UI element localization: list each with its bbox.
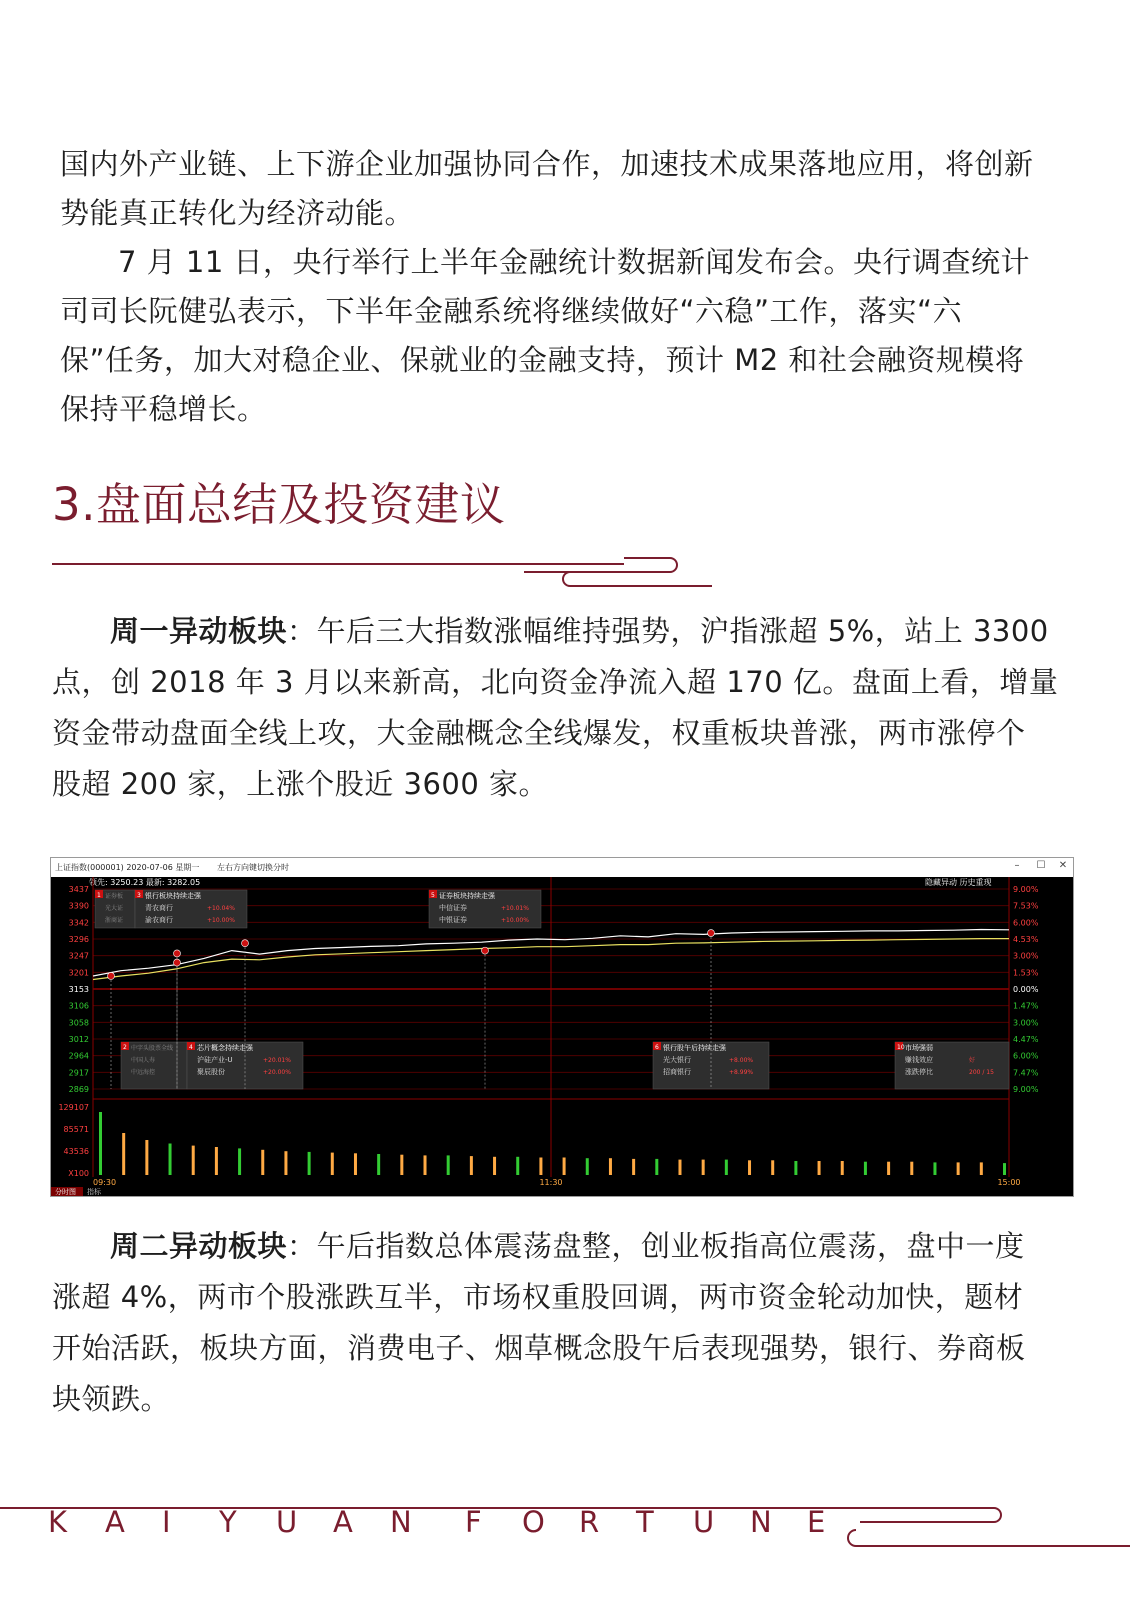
y-tick-label: 3106 xyxy=(68,1001,89,1011)
popup-row-value: 好 xyxy=(969,1057,976,1064)
brand-letter: N xyxy=(390,1505,412,1539)
monday-line-1 xyxy=(52,606,1062,657)
popup-row-value: +20.00% xyxy=(263,1069,291,1076)
y-right-tick-label: 7.53% xyxy=(1013,901,1039,911)
popup-row-value: +8.00% xyxy=(729,1057,754,1064)
intraday-chart-window xyxy=(50,857,1074,1197)
popup-line: 光大证 xyxy=(105,905,124,912)
y-tick-label: 2917 xyxy=(68,1068,89,1078)
y-tick-label: 3296 xyxy=(68,935,89,944)
volume-bar xyxy=(910,1162,913,1175)
y-tick-label: 3058 xyxy=(68,1018,89,1028)
popup-row-value: +10.01% xyxy=(501,905,529,912)
maximize-button[interactable]: ☐ xyxy=(1036,860,1046,871)
volume-bar xyxy=(1003,1163,1006,1175)
popup-row-value: +10.00% xyxy=(501,917,529,924)
popup-badge-number: 2 xyxy=(123,1044,127,1051)
volume-bar xyxy=(933,1162,936,1175)
volume-bar xyxy=(122,1133,125,1175)
popup-badge-number: 4 xyxy=(189,1044,193,1051)
y-tick-label: 2964 xyxy=(68,1051,89,1061)
popup-row-name: 光大银行 xyxy=(663,1056,691,1064)
y-right-tick-label: 9.00% xyxy=(1013,1085,1039,1094)
volume-bar xyxy=(841,1161,844,1175)
popup-row-value: +10.00% xyxy=(207,917,235,924)
chart-window-hint: 左右方向键切换分时 xyxy=(217,863,289,872)
popup-row-name: 赚钱效应 xyxy=(905,1056,933,1064)
y-tick-label: 3342 xyxy=(68,918,89,928)
volume-bar xyxy=(308,1152,311,1175)
brand-letter: U xyxy=(276,1505,298,1539)
popup-badge-number: 3 xyxy=(137,892,141,899)
volume-bar xyxy=(145,1140,148,1175)
popup-title: 芯片概念持续走强 xyxy=(197,1044,253,1052)
tuesday-line-1 xyxy=(52,1221,1062,1272)
monday-line-2: 点，创 2018 年 3 月以来新高，北向资金净流入超 170 亿。盘面上看，增量 xyxy=(52,665,1059,699)
volume-bar xyxy=(284,1151,287,1175)
popup-title: 市场强弱 xyxy=(905,1044,933,1052)
brand-letter: A xyxy=(105,1505,125,1539)
volume-bar xyxy=(702,1160,705,1175)
intro-p2-line-3: 保”任务，加大对稳企业、保就业的金融支持，预计 M2 和社会融资规模将 xyxy=(60,343,1025,377)
volume-bar xyxy=(818,1161,821,1175)
monday-lead: 周一异动板块 xyxy=(110,614,288,648)
y-right-tick-label: 3.00% xyxy=(1013,951,1039,961)
popup-row-value: 200 / 15 xyxy=(969,1069,994,1076)
monday-text-1: ：午后三大指数涨幅维持强势，沪指涨超 5%，站上 3300 xyxy=(287,614,1049,648)
volume-bar xyxy=(539,1158,542,1176)
y-tick-label: 2869 xyxy=(68,1085,89,1094)
popup-row-name: 中信证券 xyxy=(439,904,467,912)
event-marker xyxy=(174,959,181,966)
close-button[interactable]: ✕ xyxy=(1058,860,1068,871)
footer-brand xyxy=(48,1505,864,1539)
volume-tick-label: 129107 xyxy=(58,1103,89,1112)
popup-badge-number: 5 xyxy=(431,892,435,899)
y-tick-label: 3153 xyxy=(68,985,89,994)
popup-line: 中远海控 xyxy=(131,1069,156,1076)
y-right-tick-label: 4.47% xyxy=(1013,1035,1039,1044)
y-right-tick-label: 6.00% xyxy=(1013,1051,1039,1061)
brand-letter: T xyxy=(636,1505,654,1539)
chart-title-bar xyxy=(51,858,1073,877)
brand-letter: Y xyxy=(219,1505,237,1539)
volume-bar xyxy=(377,1154,380,1175)
brand-letter: R xyxy=(579,1505,600,1539)
popup-line: 浙商证 xyxy=(105,917,124,924)
popup-row-name: 中银证券 xyxy=(439,916,467,924)
tuesday-lead: 周二异动板块 xyxy=(110,1229,288,1263)
volume-bar xyxy=(632,1159,635,1175)
tab-minute-chart: 分时图 xyxy=(55,1188,76,1196)
popup-row-name: 青农商行 xyxy=(145,904,173,912)
y-right-tick-label: 1.47% xyxy=(1013,1001,1039,1011)
monday-line-3: 资金带动盘面全线上攻，大金融概念全线爆发，权重板块普涨，两市涨停个 xyxy=(52,716,1026,750)
volume-bar xyxy=(400,1155,403,1175)
brand-letter: I xyxy=(162,1505,171,1539)
chart-svg xyxy=(51,877,1073,1196)
volume-bar xyxy=(563,1158,566,1176)
popup-badge-number: 1 xyxy=(97,892,101,899)
x-tick-label: 09:30 xyxy=(93,1178,117,1187)
volume-bar xyxy=(261,1150,264,1175)
popup-badge-number: 6 xyxy=(655,1044,659,1051)
x-tick-label: 15:00 xyxy=(997,1178,1021,1187)
volume-bar xyxy=(794,1161,797,1175)
tuesday-text-1: ：午后指数总体震荡盘整，创业板指高位震荡，盘中一度 xyxy=(287,1229,1025,1263)
intro-line-2: 势能真正转化为经济动能。 xyxy=(60,196,415,230)
chart-header-right: 隐藏异动 历史重现 xyxy=(925,878,992,887)
volume-bar xyxy=(238,1148,241,1175)
chart-header-left: 领先: 3250.23 最新: 3282.05 xyxy=(89,878,201,887)
y-right-tick-label: 6.00% xyxy=(1013,918,1039,928)
volume-bar xyxy=(586,1158,589,1175)
volume-bar xyxy=(957,1162,960,1175)
tuesday-line-2: 涨超 4%，两市个股涨跌互半，市场权重股回调，两市资金轮动加快，题材 xyxy=(52,1280,1024,1314)
y-tick-label: 3201 xyxy=(68,968,89,978)
volume-bar xyxy=(354,1153,357,1175)
popup-badge-number: 10 xyxy=(897,1044,905,1051)
x-tick-label: 11:30 xyxy=(539,1178,563,1187)
volume-tick-label: 43536 xyxy=(63,1147,89,1156)
volume-bar xyxy=(447,1155,450,1175)
y-right-tick-label: 1.53% xyxy=(1013,968,1039,978)
chart-plot xyxy=(51,877,1073,1196)
y-right-tick-label: 3.00% xyxy=(1013,1018,1039,1028)
tuesday-line-3: 开始活跃，板块方面，消费电子、烟草概念股午后表现强势，银行、券商板 xyxy=(52,1331,1026,1365)
popup-line: 中国人寿 xyxy=(131,1057,156,1064)
popup-line: 证券板 xyxy=(105,893,124,900)
volume-bar xyxy=(655,1159,658,1175)
volume-tick-label: 85571 xyxy=(63,1125,89,1134)
event-marker xyxy=(482,947,489,954)
brand-letter: E xyxy=(807,1505,826,1539)
volume-bar xyxy=(99,1112,102,1175)
popup-row-value: +8.99% xyxy=(729,1069,754,1076)
minimize-button[interactable]: – xyxy=(1014,860,1020,871)
y-tick-label: 3012 xyxy=(68,1035,89,1044)
y-right-tick-label: 4.53% xyxy=(1013,935,1039,944)
tab-indicator: 指标 xyxy=(87,1188,101,1196)
volume-bar xyxy=(748,1160,751,1175)
popup-row-value: +10.04% xyxy=(207,905,235,912)
popup-title: 银行板块持续走强 xyxy=(145,892,201,900)
intro-p2-line-1: 7 月 11 日，央行举行上半年金融统计数据新闻发布会。央行调查统计 xyxy=(118,245,1031,279)
y-right-tick-label: 7.47% xyxy=(1013,1068,1039,1078)
y-tick-label: 3390 xyxy=(68,901,89,911)
volume-bar xyxy=(609,1158,612,1175)
brand-letter: O xyxy=(522,1505,545,1539)
volume-tick-label: X100 xyxy=(68,1169,89,1178)
popup-title: 证券板块持续走强 xyxy=(439,892,495,900)
popup-row-name: 渝农商行 xyxy=(145,916,173,924)
brand-letter: N xyxy=(750,1505,772,1539)
volume-bar xyxy=(424,1155,427,1175)
popup-row-name: 聚辰股份 xyxy=(197,1068,225,1076)
brand-letter: U xyxy=(693,1505,715,1539)
popup-title: 银行股午后持续走强 xyxy=(663,1044,726,1052)
volume-bar xyxy=(493,1157,496,1175)
heading-divider xyxy=(50,552,730,592)
event-marker xyxy=(174,950,181,957)
volume-bar xyxy=(864,1162,867,1175)
volume-bar xyxy=(725,1160,728,1175)
popup-row-name: 招商银行 xyxy=(663,1068,691,1076)
y-tick-label: 3247 xyxy=(68,951,89,961)
section-heading: 3.盘面总结及投资建议 xyxy=(52,478,506,531)
volume-bar xyxy=(887,1162,890,1175)
monday-line-4: 股超 200 家，上涨个股近 3600 家。 xyxy=(52,767,549,801)
volume-bar xyxy=(470,1156,473,1175)
volume-bar xyxy=(980,1162,983,1175)
event-marker xyxy=(708,930,715,937)
volume-bar xyxy=(516,1157,519,1175)
volume-bar xyxy=(678,1160,681,1175)
y-right-tick-label: 0.00% xyxy=(1013,985,1039,994)
y-tick-label: 3437 xyxy=(68,885,89,894)
y-right-tick-label: 9.00% xyxy=(1013,885,1039,894)
intro-p2-line-4: 保持平稳增长。 xyxy=(60,392,267,426)
event-marker xyxy=(108,972,115,979)
brand-letter: A xyxy=(333,1505,353,1539)
popup-line: 中字头股票全线 xyxy=(131,1045,174,1052)
brand-letter: F xyxy=(465,1505,482,1539)
popup-row-value: +20.01% xyxy=(263,1057,291,1064)
volume-bar xyxy=(169,1144,172,1176)
volume-bar xyxy=(331,1153,334,1175)
volume-bar xyxy=(215,1147,218,1175)
brand-letter: K xyxy=(48,1505,68,1539)
popup-row-name: 沪硅产业-U xyxy=(197,1056,233,1064)
intro-p2-line-2: 司司长阮健弘表示，下半年金融系统将继续做好“六稳”工作，落实“六 xyxy=(60,294,963,328)
volume-bar xyxy=(192,1146,195,1175)
volume-bar xyxy=(771,1160,774,1175)
event-marker xyxy=(242,940,249,947)
intro-line-1: 国内外产业链、上下游企业加强协同合作，加速技术成果落地应用，将创新 xyxy=(60,147,1034,181)
popup-row-name: 涨跌停比 xyxy=(905,1068,933,1076)
tuesday-line-4: 块领跌。 xyxy=(52,1382,171,1416)
chart-window-title: 上证指数(000001) 2020-07-06 星期一 xyxy=(55,863,200,872)
